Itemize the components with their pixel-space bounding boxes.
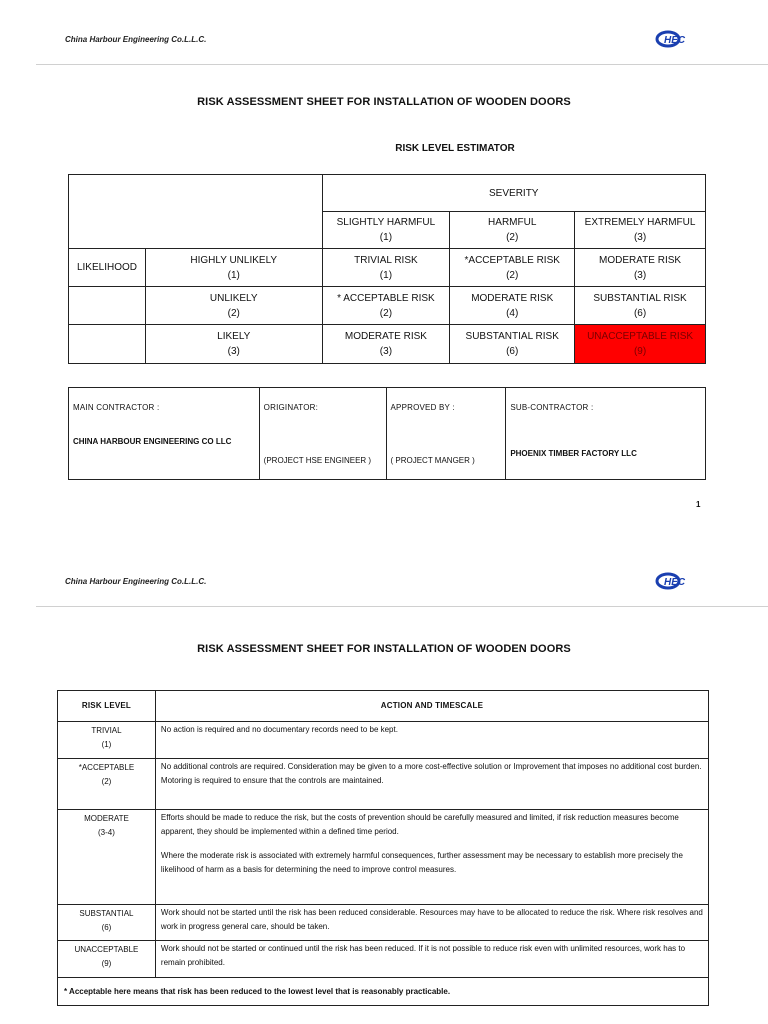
risk-cell: MODERATE RISK (3) [575,249,706,287]
page-number: 1 [696,500,701,509]
risk-cell-unacceptable: UNACCEPTABLE RISK (9) [575,325,706,364]
sub-contractor-label: SUB-CONTRACTOR : [510,403,594,412]
risk-level: TRIVIAL (1) [58,722,156,759]
footnote-row [58,978,709,1006]
action-text: Work should not be started until the risk has been reduced considerable. Resources may have to be allocated to reduce the risk. Where risk resolves and work in progress general care, should be taken. [155,905,708,941]
approved-cell [386,388,506,480]
severity-col: EXTREMELY HARMFUL (3) [575,212,706,249]
main-contractor-label: MAIN CONTRACTOR : [73,403,160,412]
risk-matrix [68,174,706,364]
severity-col: SLIGHTLY HARMFUL (1) [322,212,450,249]
approved-label: APPROVED BY : [390,403,455,412]
risk-level: *ACCEPTABLE (2) [58,759,156,810]
table-row [58,759,709,810]
section-title: RISK LEVEL ESTIMATOR [395,143,515,154]
likelihood-blank [69,287,146,325]
page-title: RISK ASSESSMENT SHEET FOR INSTALLATION OF WOODEN DOORS [197,96,571,108]
likelihood-row: LIKELY (3) [145,325,322,364]
risk-cell: TRIVIAL RISK (1) [322,249,450,287]
header-rule [36,64,768,65]
risk-cell: *ACCEPTABLE RISK (2) [450,249,575,287]
matrix-corner [69,175,323,249]
header-rule [36,606,768,607]
risk-cell: MODERATE RISK (3) [322,325,450,364]
action-text: Efforts should be made to reduce the risk, but the costs of prevention should be carefully measured and limited, if risk reduction measures become apparent, they should be implemented within a defined time period. Where the moderate risk is associated with extremely harmful consequences, further assessment may be necessary to establish more precisely the likelihood of harm as a basis for determining the need to improve control measures. [155,810,708,905]
sub-contractor-cell [506,388,706,480]
table-row [58,722,709,759]
action-text: No action is required and no documentary records need to be kept. [155,722,708,759]
main-contractor-value: CHINA HARBOUR ENGINEERING CO LLC [73,437,232,446]
company-name: China Harbour Engineering Co.L.L.C. [65,577,207,586]
likelihood-blank [69,325,146,364]
company-logo [655,30,689,48]
severity-header: SEVERITY [322,175,705,212]
risk-cell: * ACCEPTABLE RISK (2) [322,287,450,325]
risk-level: UNACCEPTABLE (9) [58,941,156,978]
logo-text: HEC [664,35,686,46]
table-row [58,941,709,978]
action-text: No additional controls are required. Consideration may be given to a more cost-effective solution or Improvement that imposes no additional cost burden. Motoring is required to ensure that the controls are maintained. [155,759,708,810]
company-name: China Harbour Engineering Co.L.L.C. [65,35,207,44]
action-table [57,690,709,1006]
footnote: * Acceptable here means that risk has been reduced to the lowest level that is reasonably practicable. [58,978,709,1006]
logo-text: HEC [664,577,686,588]
risk-level: MODERATE (3-4) [58,810,156,905]
table-row [58,905,709,941]
signature-block [68,387,706,480]
company-logo [655,572,689,590]
likelihood-row: UNLIKELY (2) [145,287,322,325]
risk-level-header: RISK LEVEL [58,691,156,722]
likelihood-header: LIKELIHOOD [69,249,146,287]
risk-cell: MODERATE RISK (4) [450,287,575,325]
sub-contractor-value: PHOENIX TIMBER FACTORY LLC [510,449,637,458]
originator-role: (PROJECT HSE ENGINEER ) [263,456,372,465]
page-title: RISK ASSESSMENT SHEET FOR INSTALLATION OF WOODEN DOORS [197,643,571,655]
originator-label: ORIGINATOR: [263,403,319,412]
severity-col: HARMFUL (2) [450,212,575,249]
originator-cell [259,388,386,480]
approved-role: ( PROJECT MANGER ) [390,456,475,465]
action-header: ACTION AND TIMESCALE [155,691,708,722]
table-row [58,810,709,905]
likelihood-row: HIGHLY UNLIKELY (1) [145,249,322,287]
main-contractor-cell [69,388,260,480]
action-text: Work should not be started or continued until the risk has been reduced. If it is not possible to reduce risk even with unlimited resources, work has to remain prohibited. [155,941,708,978]
risk-level: SUBSTANTIAL (6) [58,905,156,941]
risk-cell: SUBSTANTIAL RISK (6) [450,325,575,364]
risk-cell: SUBSTANTIAL RISK (6) [575,287,706,325]
